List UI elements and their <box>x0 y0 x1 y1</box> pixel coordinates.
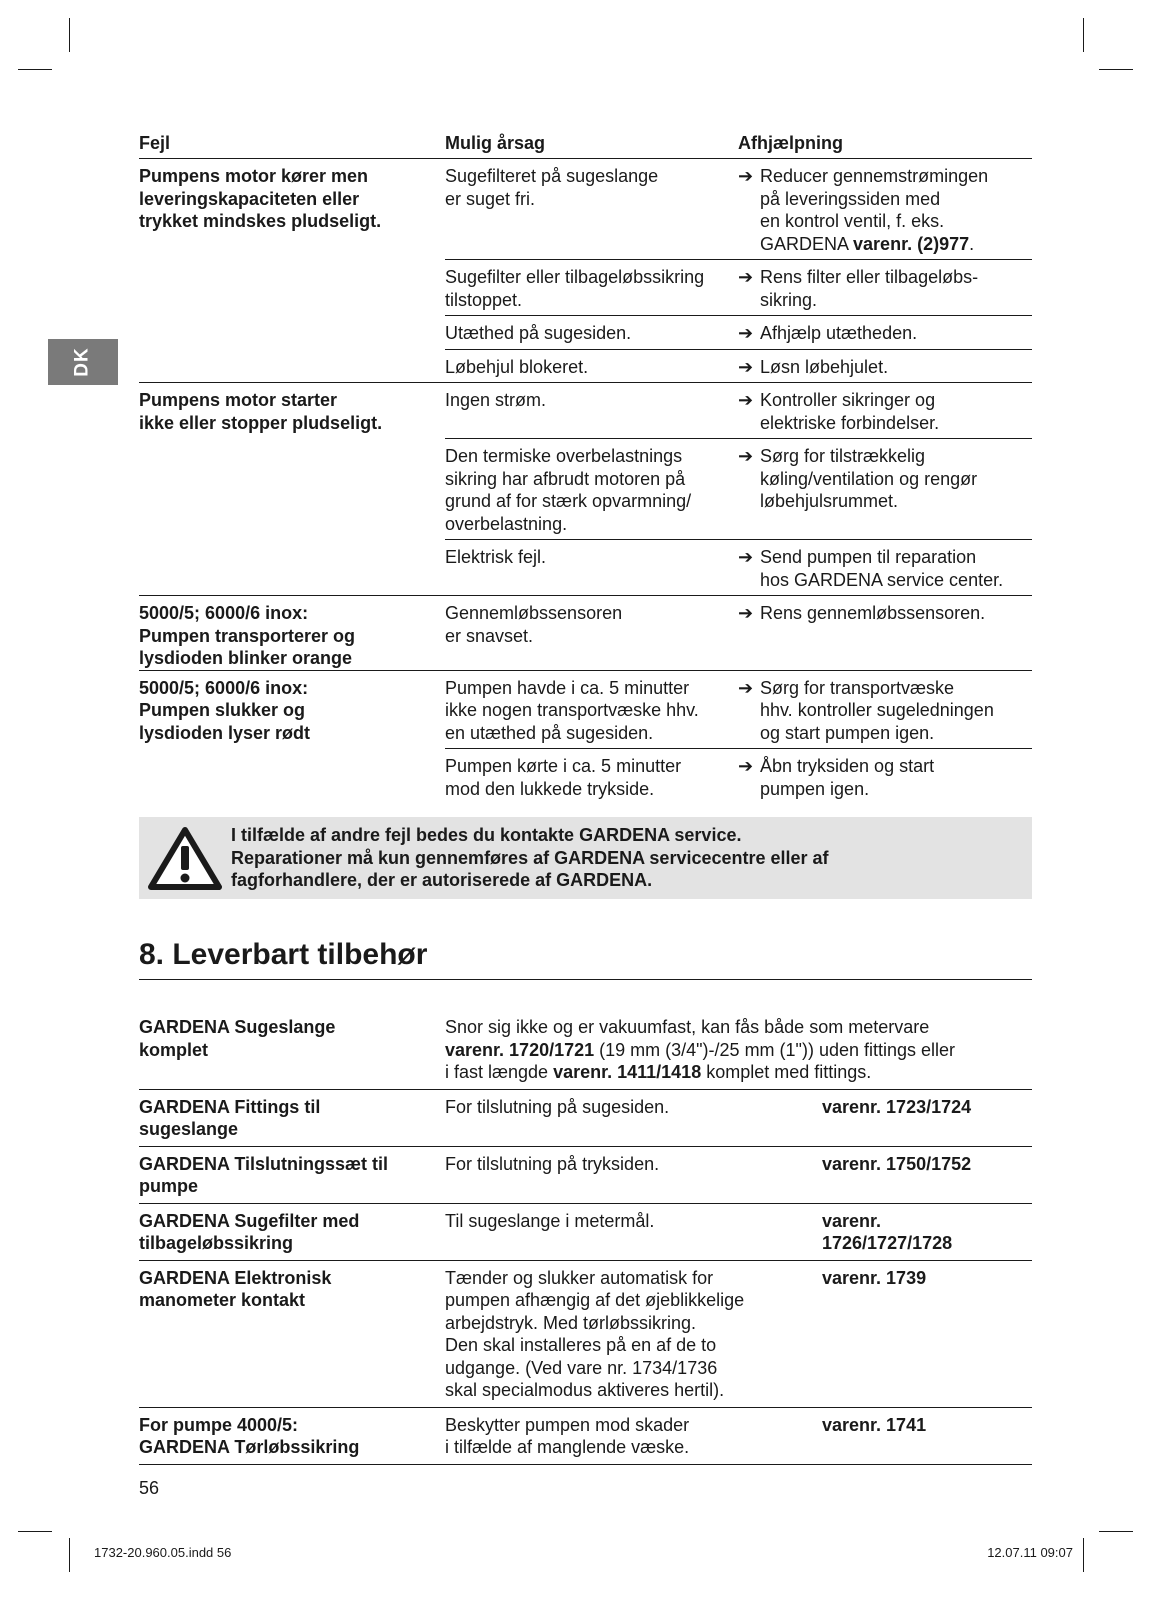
cause-text: Elektrisk fejl. <box>445 547 547 567</box>
accessory-name: GARDENA Sugeslange komplet <box>139 1017 336 1060</box>
remedy-text: Send pumpen til reparation hos GARDENA service center. <box>760 547 1004 590</box>
cause-text: Gennemløbssensoren er snavset. <box>445 603 623 646</box>
table-row <box>445 671 1032 749</box>
table-row <box>445 748 1032 804</box>
remedy-text: Sørg for transportvæske hhv. kontroller sugeledningen og start pumpen igen. <box>760 677 994 743</box>
cause-text: Pumpen havde i ca. 5 minutter ikke nogen transportvæske hhv. en utæthed på sugesiden. <box>445 677 699 743</box>
table-row <box>445 383 1032 438</box>
cause-text: Utæthed på sugesiden. <box>445 323 632 343</box>
table-row <box>139 1204 1032 1261</box>
footer-date: 12.07.11 09:07 <box>987 1545 1073 1560</box>
table-row <box>139 1147 1032 1204</box>
remedy-text: Reducer gennemstrømingen på leveringssiden med en kontrol ventil, f. eks. GARDENA varenr. (2)977. <box>760 166 989 254</box>
accessory-number: varenr. 1726/1727/1728 <box>822 1210 953 1253</box>
header-fault: Fejl <box>139 133 171 153</box>
fault-group <box>139 383 1032 596</box>
cause-text: Sugefilter eller tilbageløbssikring tilstoppet. <box>445 267 705 310</box>
accessory-description: Til sugeslange i metermål. <box>445 1210 655 1231</box>
table-row <box>445 159 1032 259</box>
accessory-number: varenr. 1750/1752 <box>822 1153 972 1174</box>
accessory-name: GARDENA Tilslutningssæt til pumpe <box>139 1153 389 1196</box>
fault-group <box>139 159 1032 383</box>
fault-group <box>139 671 1032 805</box>
arrow-right-icon: ➔ <box>738 166 754 186</box>
arrow-right-icon: ➔ <box>738 323 754 343</box>
section-title: 8. Leverbart tilbehør <box>139 937 1032 980</box>
page-number: 56 <box>139 1478 160 1498</box>
crop-mark <box>18 1531 52 1532</box>
warning-line: Reparationer må kun gennemføres af GARDENA servicecentre eller af <box>231 847 829 868</box>
table-row <box>445 596 1032 651</box>
crop-mark <box>1099 69 1133 70</box>
header-remedy: Afhjælpning <box>738 133 843 153</box>
arrow-right-icon: ➔ <box>738 390 754 410</box>
accessory-description: Beskytter pumpen mod skader i tilfælde af manglende væske. <box>445 1414 690 1457</box>
accessory-name: GARDENA Elektronisk manometer kontakt <box>139 1267 332 1310</box>
table-row <box>445 349 1032 383</box>
table-row <box>445 259 1032 315</box>
fault-text: 5000/5; 6000/6 inox: Pumpen transporterer og lysdioden blinker orange <box>139 603 356 668</box>
accessory-number: varenr. 1741 <box>822 1414 927 1435</box>
accessory-number: varenr. 1723/1724 <box>822 1096 972 1117</box>
table-row <box>445 539 1032 595</box>
accessory-name: For pumpe 4000/5: GARDENA Tørløbssikring <box>139 1414 360 1457</box>
remedy-text: Afhjælp utætheden. <box>760 323 918 343</box>
table-row <box>445 315 1032 349</box>
crop-mark <box>18 69 52 70</box>
accessories-table <box>139 1010 1032 1465</box>
language-tab-label: DK <box>71 347 93 377</box>
table-row <box>139 1090 1032 1147</box>
arrow-right-icon: ➔ <box>738 267 754 287</box>
table-row <box>139 1261 1032 1408</box>
table-row <box>139 1408 1032 1465</box>
table-header <box>139 132 1032 159</box>
accessory-name: GARDENA Fittings til sugeslange <box>139 1096 321 1139</box>
crop-mark <box>1083 1538 1084 1572</box>
accessory-description: Tænder og slukker automatisk for pumpen afhængig af det øjeblikkelige arbejdstryk. Med tørløbssikring. Den skal installeres på en af de to udgange. (Ved vare nr. 1734/1736 skal specialmodus aktiveres hertil). <box>445 1267 745 1400</box>
accessory-number: varenr. 1739 <box>822 1267 927 1288</box>
remedy-text: Rens filter eller tilbageløbs- sikring. <box>760 267 979 310</box>
remedy-text: Løsn løbehjulet. <box>760 356 889 377</box>
cause-text: Løbehjul blokeret. <box>445 356 589 377</box>
fault-text: Pumpens motor starter ikke eller stopper pludseligt. <box>139 390 383 433</box>
warning-line: I tilfælde af andre fejl bedes du kontakte GARDENA service. <box>231 825 742 846</box>
accessory-description: For tilslutning på sugesiden. <box>445 1096 670 1117</box>
arrow-right-icon: ➔ <box>738 547 754 567</box>
fault-text: Pumpens motor kører men leveringskapaciteten eller trykket mindskes pludseligt. <box>139 166 382 231</box>
arrow-right-icon: ➔ <box>738 756 754 776</box>
remedy-text: Kontroller sikringer og elektriske forbindelser. <box>760 390 940 433</box>
remedy-text: Sørg for tilstrækkelig køling/ventilation og rengør løbehjulsrummet. <box>760 446 978 511</box>
cause-text: Den termiske overbelastnings sikring har afbrudt motoren på grund af for stærk opvarmning/ overbelastning. <box>445 446 692 534</box>
warning-box <box>139 817 1032 899</box>
header-cause: Mulig årsag <box>445 133 546 153</box>
accessory-description: Snor sig ikke og er vakuumfast, kan fås både som metervare varenr. 1720/1721 (19 mm (3/4")-/25 mm (1")) uden fittings eller i fast længde varenr. 1411/1418 komplet med fittings. <box>445 1017 956 1082</box>
arrow-right-icon: ➔ <box>738 356 754 377</box>
language-tab <box>48 339 118 385</box>
crop-mark <box>1083 18 1084 52</box>
crop-mark <box>69 1538 70 1572</box>
fault-text: 5000/5; 6000/6 inox: Pumpen slukker og lysdioden lyser rødt <box>139 677 311 743</box>
arrow-right-icon: ➔ <box>738 677 754 698</box>
remedy-text: Åbn tryksiden og start pumpen igen. <box>760 756 935 799</box>
cause-text: Sugefilteret på sugeslange er suget fri. <box>445 166 659 209</box>
footer-file: 1732-20.960.05.indd 56 <box>94 1545 232 1560</box>
accessory-description: For tilslutning på tryksiden. <box>445 1153 660 1174</box>
table-row <box>445 438 1032 539</box>
troubleshooting-table <box>139 132 1032 804</box>
crop-mark <box>1099 1531 1133 1532</box>
table-row <box>139 1010 1032 1090</box>
cause-text: Pumpen kørte i ca. 5 minutter mod den lukkede trykside. <box>445 756 682 799</box>
arrow-right-icon: ➔ <box>738 603 754 623</box>
cause-text: Ingen strøm. <box>445 390 547 410</box>
accessory-name: GARDENA Sugefilter med tilbageløbssikring <box>139 1210 360 1253</box>
arrow-right-icon: ➔ <box>738 446 754 466</box>
crop-mark <box>69 18 70 52</box>
fault-group <box>139 596 1032 671</box>
warning-triangle-icon <box>139 826 231 890</box>
remedy-text: Rens gennemløbssensoren. <box>760 603 986 623</box>
warning-line: fagforhandlere, der er autoriserede af GARDENA. <box>231 870 653 891</box>
